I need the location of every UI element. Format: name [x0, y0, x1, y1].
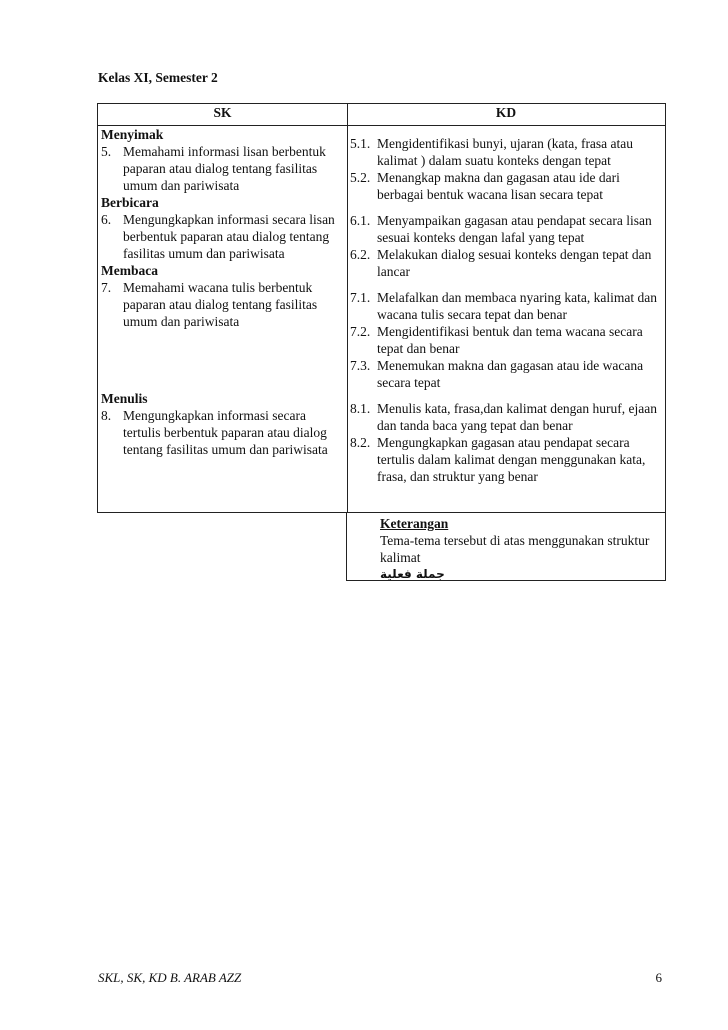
kd-item-number: 8.1.: [350, 401, 371, 416]
kd-item-number: 7.2.: [350, 324, 371, 339]
sk-item-text: Memahami informasi lisan berbentuk paparan atau dialog tentang fasilitas umum dan pariwisata: [123, 144, 326, 193]
kd-item-number: 5.1.: [350, 136, 371, 151]
kd-item-8-2: [350, 434, 664, 485]
kd-item-text: Melakukan dialog sesuai konteks dengan tepat dan lancar: [377, 247, 652, 279]
table-header: [98, 104, 665, 126]
header-sk: SK: [213, 105, 232, 120]
note-title: Keterangan: [380, 516, 449, 531]
kd-item-number: 7.3.: [350, 358, 371, 373]
sk-item-7: [101, 279, 345, 330]
kd-item-5-1: [350, 135, 664, 169]
note-text: Tema-tema tersebut di atas menggunakan struktur kalimat: [380, 533, 650, 565]
sk-item-5: [101, 143, 345, 194]
kd-item-number: 8.2.: [350, 435, 371, 450]
note-box: [346, 512, 666, 581]
sk-item-number: 7.: [101, 280, 112, 295]
kd-column: [350, 126, 664, 485]
sk-column: [101, 126, 345, 458]
column-divider: [347, 104, 348, 512]
sk-item-6: [101, 211, 345, 262]
sk-item-text: Mengungkapkan informasi secara lisan berbentuk paparan atau dialog tentang fasilitas umum dan pariwisata: [123, 212, 335, 261]
kd-item-8-1: [350, 400, 664, 434]
sk-item-8: [101, 407, 345, 458]
kd-item-text: Mengidentifikasi bentuk dan tema wacana secara tepat dan benar: [377, 324, 643, 356]
kd-item-6-1: [350, 212, 664, 246]
sk-item-number: 5.: [101, 144, 112, 159]
section-title-menyimak: Menyimak: [101, 127, 164, 142]
sk-item-text: Memahami wacana tulis berbentuk paparan atau dialog tentang fasilitas umum dan pariwisata: [123, 280, 318, 329]
sk-item-text: Mengungkapkan informasi secara tertulis berbentuk paparan atau dialog tentang fasilitas umum dan pariwisata: [123, 408, 328, 457]
kd-item-7-1: [350, 289, 664, 323]
sk-item-number: 6.: [101, 212, 112, 227]
kd-item-text: Menemukan makna dan gagasan atau ide wacana secara tepat: [377, 358, 644, 390]
section-title-berbicara: Berbicara: [101, 195, 159, 210]
footer-text: SKL, SK, KD B. ARAB AZZ: [98, 970, 242, 985]
kd-item-text: Melafalkan dan membaca nyaring kata, kalimat dan wacana tulis secara tepat dan benar: [377, 290, 658, 322]
kd-item-text: Mengidentifikasi bunyi, ujaran (kata, frasa atau kalimat ) dalam suatu konteks dengan tepat: [377, 136, 634, 168]
kd-item-6-2: [350, 246, 664, 280]
page-number: 6: [655, 970, 662, 985]
kd-item-text: Mengungkapkan gagasan atau pendapat secara tertulis dalam kalimat dengan menggunakan kata, frasa, dan struktur yang benar: [377, 435, 646, 484]
section-title-menulis: Menulis: [101, 391, 148, 406]
kd-item-number: 7.1.: [350, 290, 371, 305]
sk-kd-table: [97, 103, 666, 513]
kd-item-7-3: [350, 357, 664, 391]
kd-item-text: Menyampaikan gagasan atau pendapat secara lisan sesuai konteks dengan lafal yang tepat: [377, 213, 652, 245]
kd-item-number: 5.2.: [350, 170, 371, 185]
kd-item-text: Menangkap makna dan gagasan atau ide dari berbagai bentuk wacana lisan secara tepat: [377, 170, 620, 202]
kd-item-7-2: [350, 323, 664, 357]
kd-item-number: 6.1.: [350, 213, 371, 228]
kd-item-number: 6.2.: [350, 247, 371, 262]
note-arabic-text: جملة فعلية: [380, 567, 445, 581]
kd-item-5-2: [350, 169, 664, 203]
kd-item-text: Menulis kata, frasa,dan kalimat dengan huruf, ejaan dan tanda baca yang tepat dan benar: [377, 401, 658, 433]
header-kd: KD: [495, 105, 517, 120]
page-heading: Kelas XI, Semester 2: [98, 70, 218, 85]
sk-item-number: 8.: [101, 408, 112, 423]
section-title-membaca: Membaca: [101, 263, 158, 278]
